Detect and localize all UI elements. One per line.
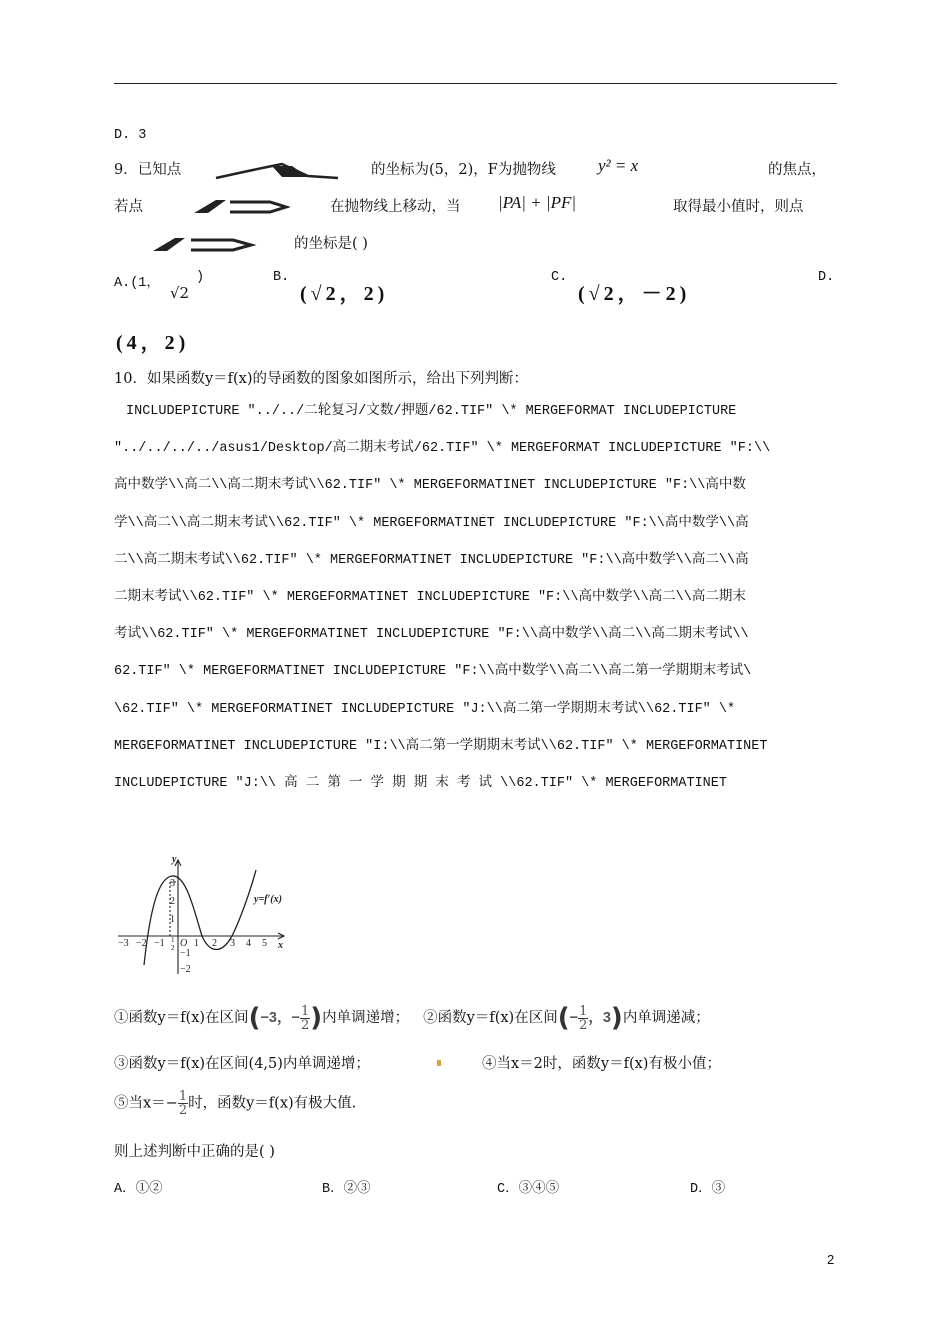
derivative-graph [114,850,294,980]
q9-opt-d-value: (4，2) [116,332,190,354]
derivative-curve [144,870,256,965]
q9-mid2: 的焦点， [768,162,826,178]
x-tick-1: 1 [194,938,199,949]
x-tick-n3: −3 [118,938,129,949]
statement-4: ④当x＝2时，函数y＝f(x)有极小值； [482,1056,721,1072]
y-tick-3: 3 [170,878,175,889]
statement-3: ③函数y＝f(x)在区间(4,5)内单调递增； [114,1056,370,1072]
q9-opt-d-label: D. [818,270,835,285]
origin-label: O [180,938,188,949]
s1-lparen: ( [248,1003,261,1033]
q9-lead: 9．已知点 [114,162,182,178]
statement-5 [114,1090,356,1117]
q9-line2-mid: 在抛物线上移动，当 [330,199,461,215]
s2-lead: ②函数y＝f(x)在区间 [423,1010,558,1026]
field-code-line: INCLUDEPICTURE "J:\\ 高 二 第 一 学 期 期 末 考 试 \\62.TIF" \* MERGEFORMATINET [114,776,727,791]
q9-opt-b-value: (√2，2) [300,283,389,305]
q9-option-a [114,270,160,291]
q9-opt-c-value: (√2，－2) [578,283,691,305]
s5-frac-den: 2 [178,1103,188,1118]
half-num: 1 [171,936,175,944]
q10-lead: 10．如果函数y＝f(x)的导函数的图象如图所示，给出下列判断： [114,371,528,387]
x-tick-3: 3 [230,938,235,949]
q8-option-d: D. 3 [114,128,147,143]
field-code-line: 二期末考试\\62.TIF" \* MERGEFORMATINET INCLUDEPICTURE "F:\\高中数学\\高二\\高二期末 [114,590,746,605]
abs-expression: |PA| + |PF| [498,193,577,212]
s1-int-a: −3， [260,1010,292,1026]
s1-int-b-sign: − [291,1010,300,1026]
field-code-line: 考试\\62.TIF" \* MERGEFORMATINET INCLUDEPICTURE "F:\\高中数学\\高二\\高二期末考试\\ [114,627,749,643]
x-tick-4: 4 [246,938,251,949]
s2-frac-num: 1 [579,1003,588,1019]
y-tick-n1: −1 [180,948,191,959]
q9-line2-lead: 若点 [114,199,143,215]
s1-frac [300,1005,310,1032]
field-code-line: 62.TIF" \* MERGEFORMATINET INCLUDEPICTURE "F:\\高中数学\\高二\\高二第一学期期末考试\ [114,664,752,680]
s5-frac-num: 1 [178,1089,188,1104]
s1-frac-den: 2 [300,1017,310,1033]
s2-int-b: ，3 [588,1010,611,1026]
half-den: 2 [171,944,175,952]
field-code-line: 学\\高二\\高二期末考试\\62.TIF" \* MERGEFORMATINET INCLUDEPICTURE "F:\\高中数学\\高 [114,515,749,531]
q9-line-1 [114,158,181,179]
s2-rparen: ) [610,1003,623,1033]
y-axis-label: y [172,854,177,865]
field-code-line: \62.TIF" \* MERGEFORMATINET INCLUDEPICTURE "J:\\高二第一学期期末考试\\62.TIF" \* [114,701,736,717]
s5-tail: 时，函数y＝f(x)有极大值. [188,1095,357,1112]
field-code-line: 高中数学\\高二\\高二期末考试\\62.TIF" \* MERGEFORMATINET INCLUDEPICTURE "F:\\高中数 [114,478,746,494]
s2-lparen: ( [557,1003,570,1033]
s2-frac [578,1005,588,1032]
s5-lead: ⑤当x＝− [114,1095,178,1112]
point-p-image [186,196,290,216]
y-tick-n2: −2 [180,964,191,975]
q10-option-d: D．③ [690,1182,726,1197]
point-a-image [212,160,342,182]
x-tick-n1: −1 [154,938,165,949]
field-code-line: 二\\高二期末考试\\62.TIF" \* MERGEFORMATINET INCLUDEPICTURE "F:\\高中数学\\高二\\高 [114,552,749,568]
q9-line2-tail: 取得最小值时，则点 [673,199,804,215]
parabola-equation: y² = x [598,156,639,175]
q9-opt-a-label: A.(1， [114,276,160,291]
y-tick-2: 2 [170,896,175,907]
x-axis-label: x [278,940,283,951]
q10-option-a: A．①② [114,1182,163,1197]
s2-frac-den: 2 [579,1017,588,1033]
stray-mark [437,1060,441,1066]
s5-frac [178,1090,188,1117]
s2-tail: 内单调递减； [622,1010,710,1026]
q9-mid1: 的坐标为(5，2)，F为抛物线 [371,162,556,178]
q9-line3-tail: 的坐标是( ) [294,236,368,252]
field-code-line: MERGEFORMATINET INCLUDEPICTURE "I:\\高二第一学期期末考试\\62.TIF" \* MERGEFORMATINET [114,738,768,754]
q10-option-c: C．③④⑤ [497,1182,560,1197]
field-code-line: INCLUDEPICTURE "../../二轮复习/文数/押题/62.TIF" \* MERGEFORMAT INCLUDEPICTURE [126,404,737,419]
x-tick-2: 2 [212,938,217,949]
curve-label: y=f′(x) [254,894,282,905]
q9-opt-a-close: ) [196,270,205,285]
s1-tail: 内单调递增； [322,1010,410,1026]
q10-question: 则上述判断中正确的是( ) [114,1144,275,1160]
page-number: 2 [827,1252,835,1267]
point-p-image-2 [147,234,257,254]
q9-opt-c-label: C. [551,270,568,285]
x-tick-5: 5 [262,938,267,949]
q9-opt-b-label: B. [273,270,290,285]
field-code-line: "../../../../asus1/Desktop/高二期末考试/62.TIF" \* MERGEFORMAT INCLUDEPICTURE "F:\\ [114,441,771,457]
statement-1-2 [114,1003,710,1033]
s2-int-a-sign: − [569,1010,579,1026]
s1-lead: ①函数y＝f(x)在区间 [114,1010,249,1026]
s1-rparen: ) [310,1003,323,1033]
q10-option-b: B．②③ [322,1182,371,1197]
header-rule [114,83,837,84]
s1-frac-num: 1 [300,1003,310,1019]
y-tick-1: 1 [170,914,175,925]
x-tick-n2: −2 [136,938,147,949]
q9-opt-a-sqrt: √2 [170,284,190,302]
